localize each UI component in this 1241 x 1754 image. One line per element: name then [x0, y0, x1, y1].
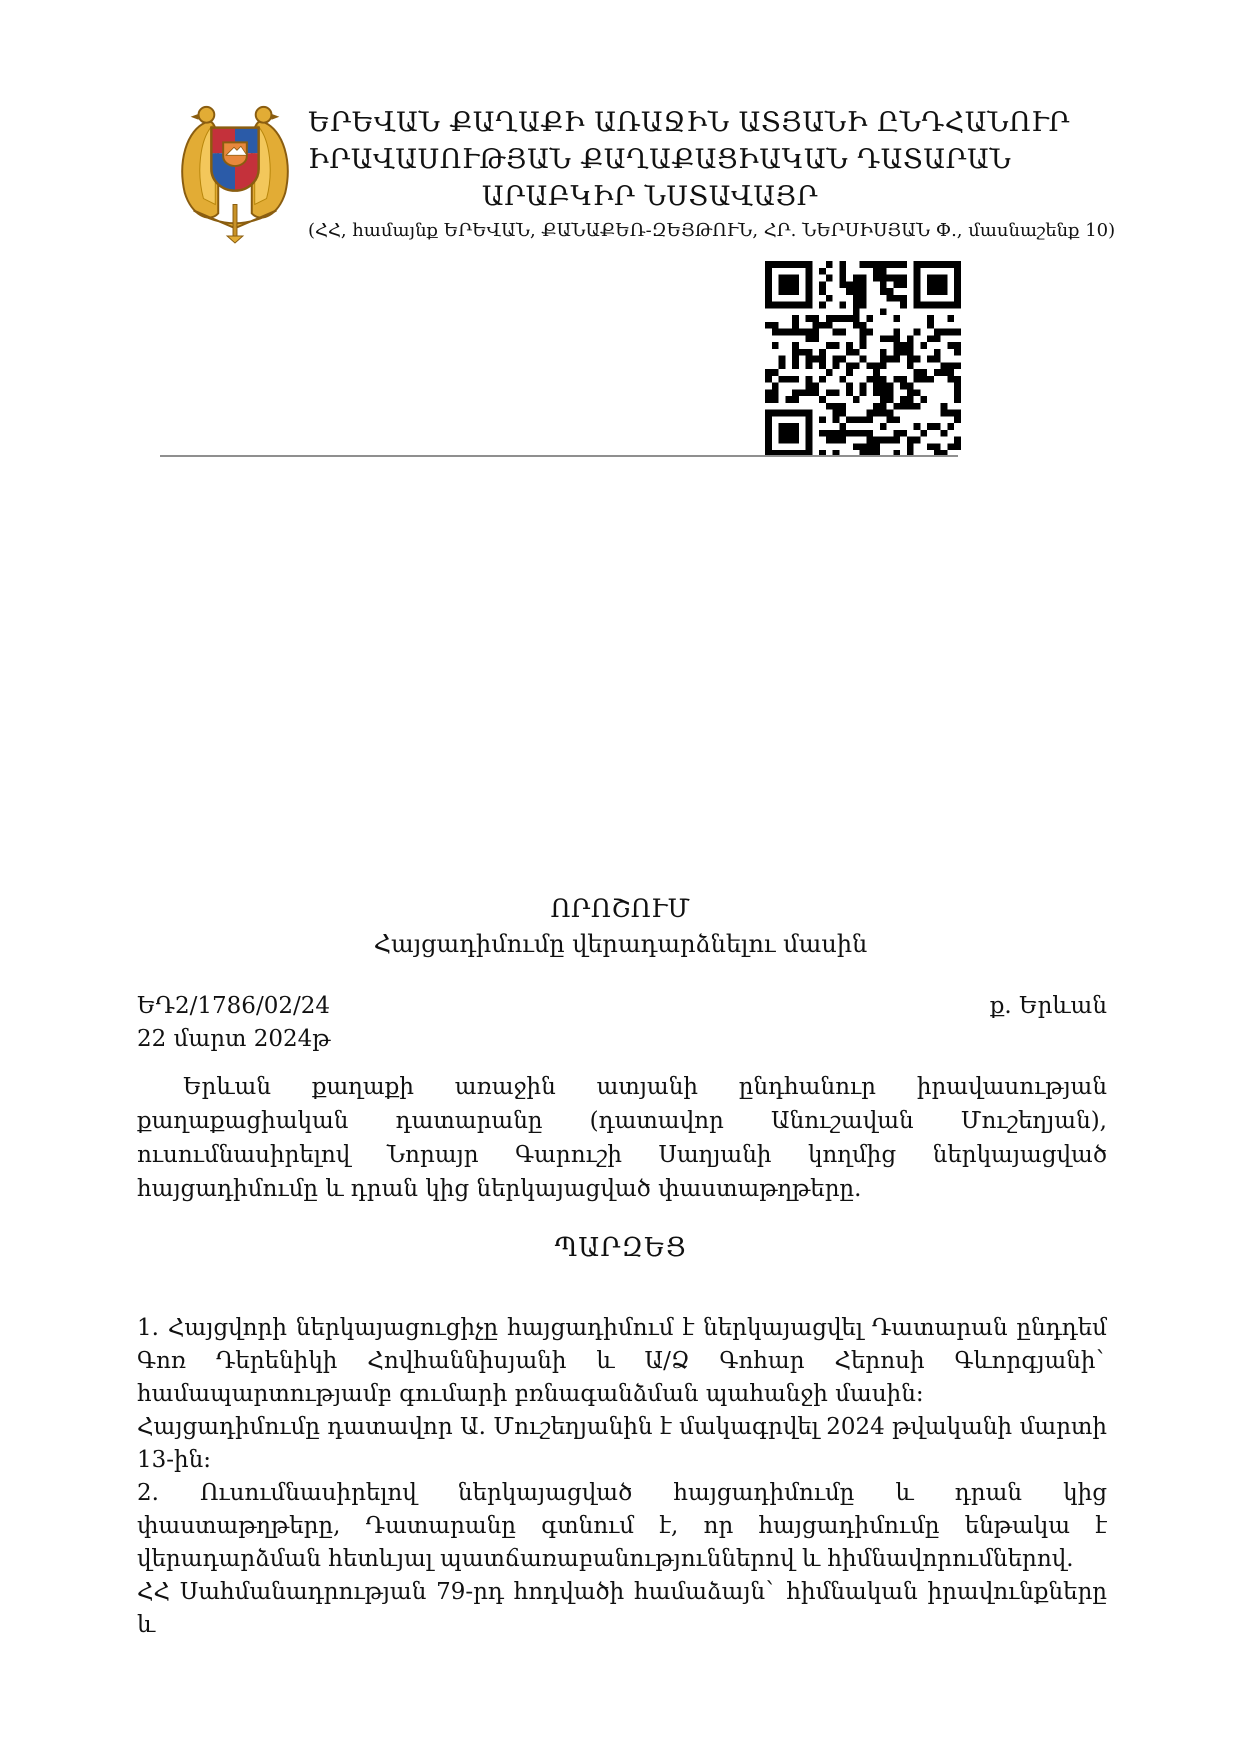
decision-title: ՈՐՈՇՈՒՄ — [550, 894, 691, 923]
resolved-heading: ՊԱՐԶԵՑ — [554, 1233, 687, 1263]
case-number: ԵԴ2/1786/02/24 — [137, 993, 330, 1019]
intro-paragraph: Երևան քաղաքի առաջին ատյանի ընդհանուր իրավասության քաղաքացիական դատարանը (դատավոր Անուշավան Մուշեղյան), ուսումնասիրելով Նորայր Գարուշի Սաղյանի կողմից ներկայացված հայցադիմումը և դրան կից ներկայացված փաստաթղթերը. — [137, 1074, 1107, 1202]
decision-city: ք. Երևան — [989, 993, 1107, 1019]
decision-date: 22 մարտ 2024թ — [137, 1026, 331, 1052]
decision-subtitle: Հայցադիմումը վերադարձնելու մասին — [373, 930, 868, 958]
court-seat: ԱՐԱԲԿԻՐ ՆՍՏԱՎԱՅՐ — [481, 181, 819, 212]
body-paragraph: Հայցադիմումը դատավոր Ա. Մուշեղյանին է մակագրվել 2024 թվականի մարտի 13-ին: — [137, 1414, 1107, 1473]
court-name-line1: ԵՐԵՎԱՆ ՔԱՂԱՔԻ ԱՌԱՋԻՆ ԱՏՅԱՆԻ ԸՆԴՀԱՆՈՒՐ — [308, 107, 1071, 138]
court-name-line2: ԻՐԱՎԱՍՈՒԹՅԱՆ ՔԱՂԱՔԱՑԻԱԿԱՆ ԴԱՏԱՐԱՆ — [308, 144, 1012, 175]
court-header — [308, 104, 1116, 243]
header-divider — [160, 455, 958, 457]
body-paragraph: 1. Հայցվորի ներկայացուցիչը հայցադիմում է ներկայացվել Դատարան ընդդեմ Գոռ Դերենիկի Հովհաննիսյանի և Ա/Ձ Գոհար Հերոսի Գևորգյանի` համապարտությամբ գումարի բռնագանձման պահանջի մասին: — [137, 1315, 1107, 1407]
armenia-coat-of-arms-icon — [166, 96, 304, 244]
court-address: (ՀՀ, համայնք ԵՐԵՎԱՆ, ՔԱՆԱՔԵՌ-ԶԵՅԹՈՒՆ, ՀՐ. ՆԵՐՍԻՍՅԱՆ Փ., մասնաշենք 10) — [308, 220, 1116, 241]
body-paragraph: ՀՀ Սահմանադրության 79-րդ հոդվածի համաձայն` հիմնական իրավունքները և — [137, 1579, 1107, 1638]
case-meta — [137, 990, 1107, 1056]
qr-code-icon — [765, 261, 961, 457]
body-paragraphs — [137, 1312, 1107, 1642]
body-paragraph: 2. Ուսումնասիրելով ներկայացված հայցադիմումը և դրան կից փաստաթղթերը, Դատարանը գտնում է, որ հայցադիմումը ենթակա է վերադարձման հետևյալ պատճառաբանություններով և հիմնավորումներով. — [137, 1480, 1107, 1572]
case-meta-left — [137, 990, 330, 1056]
